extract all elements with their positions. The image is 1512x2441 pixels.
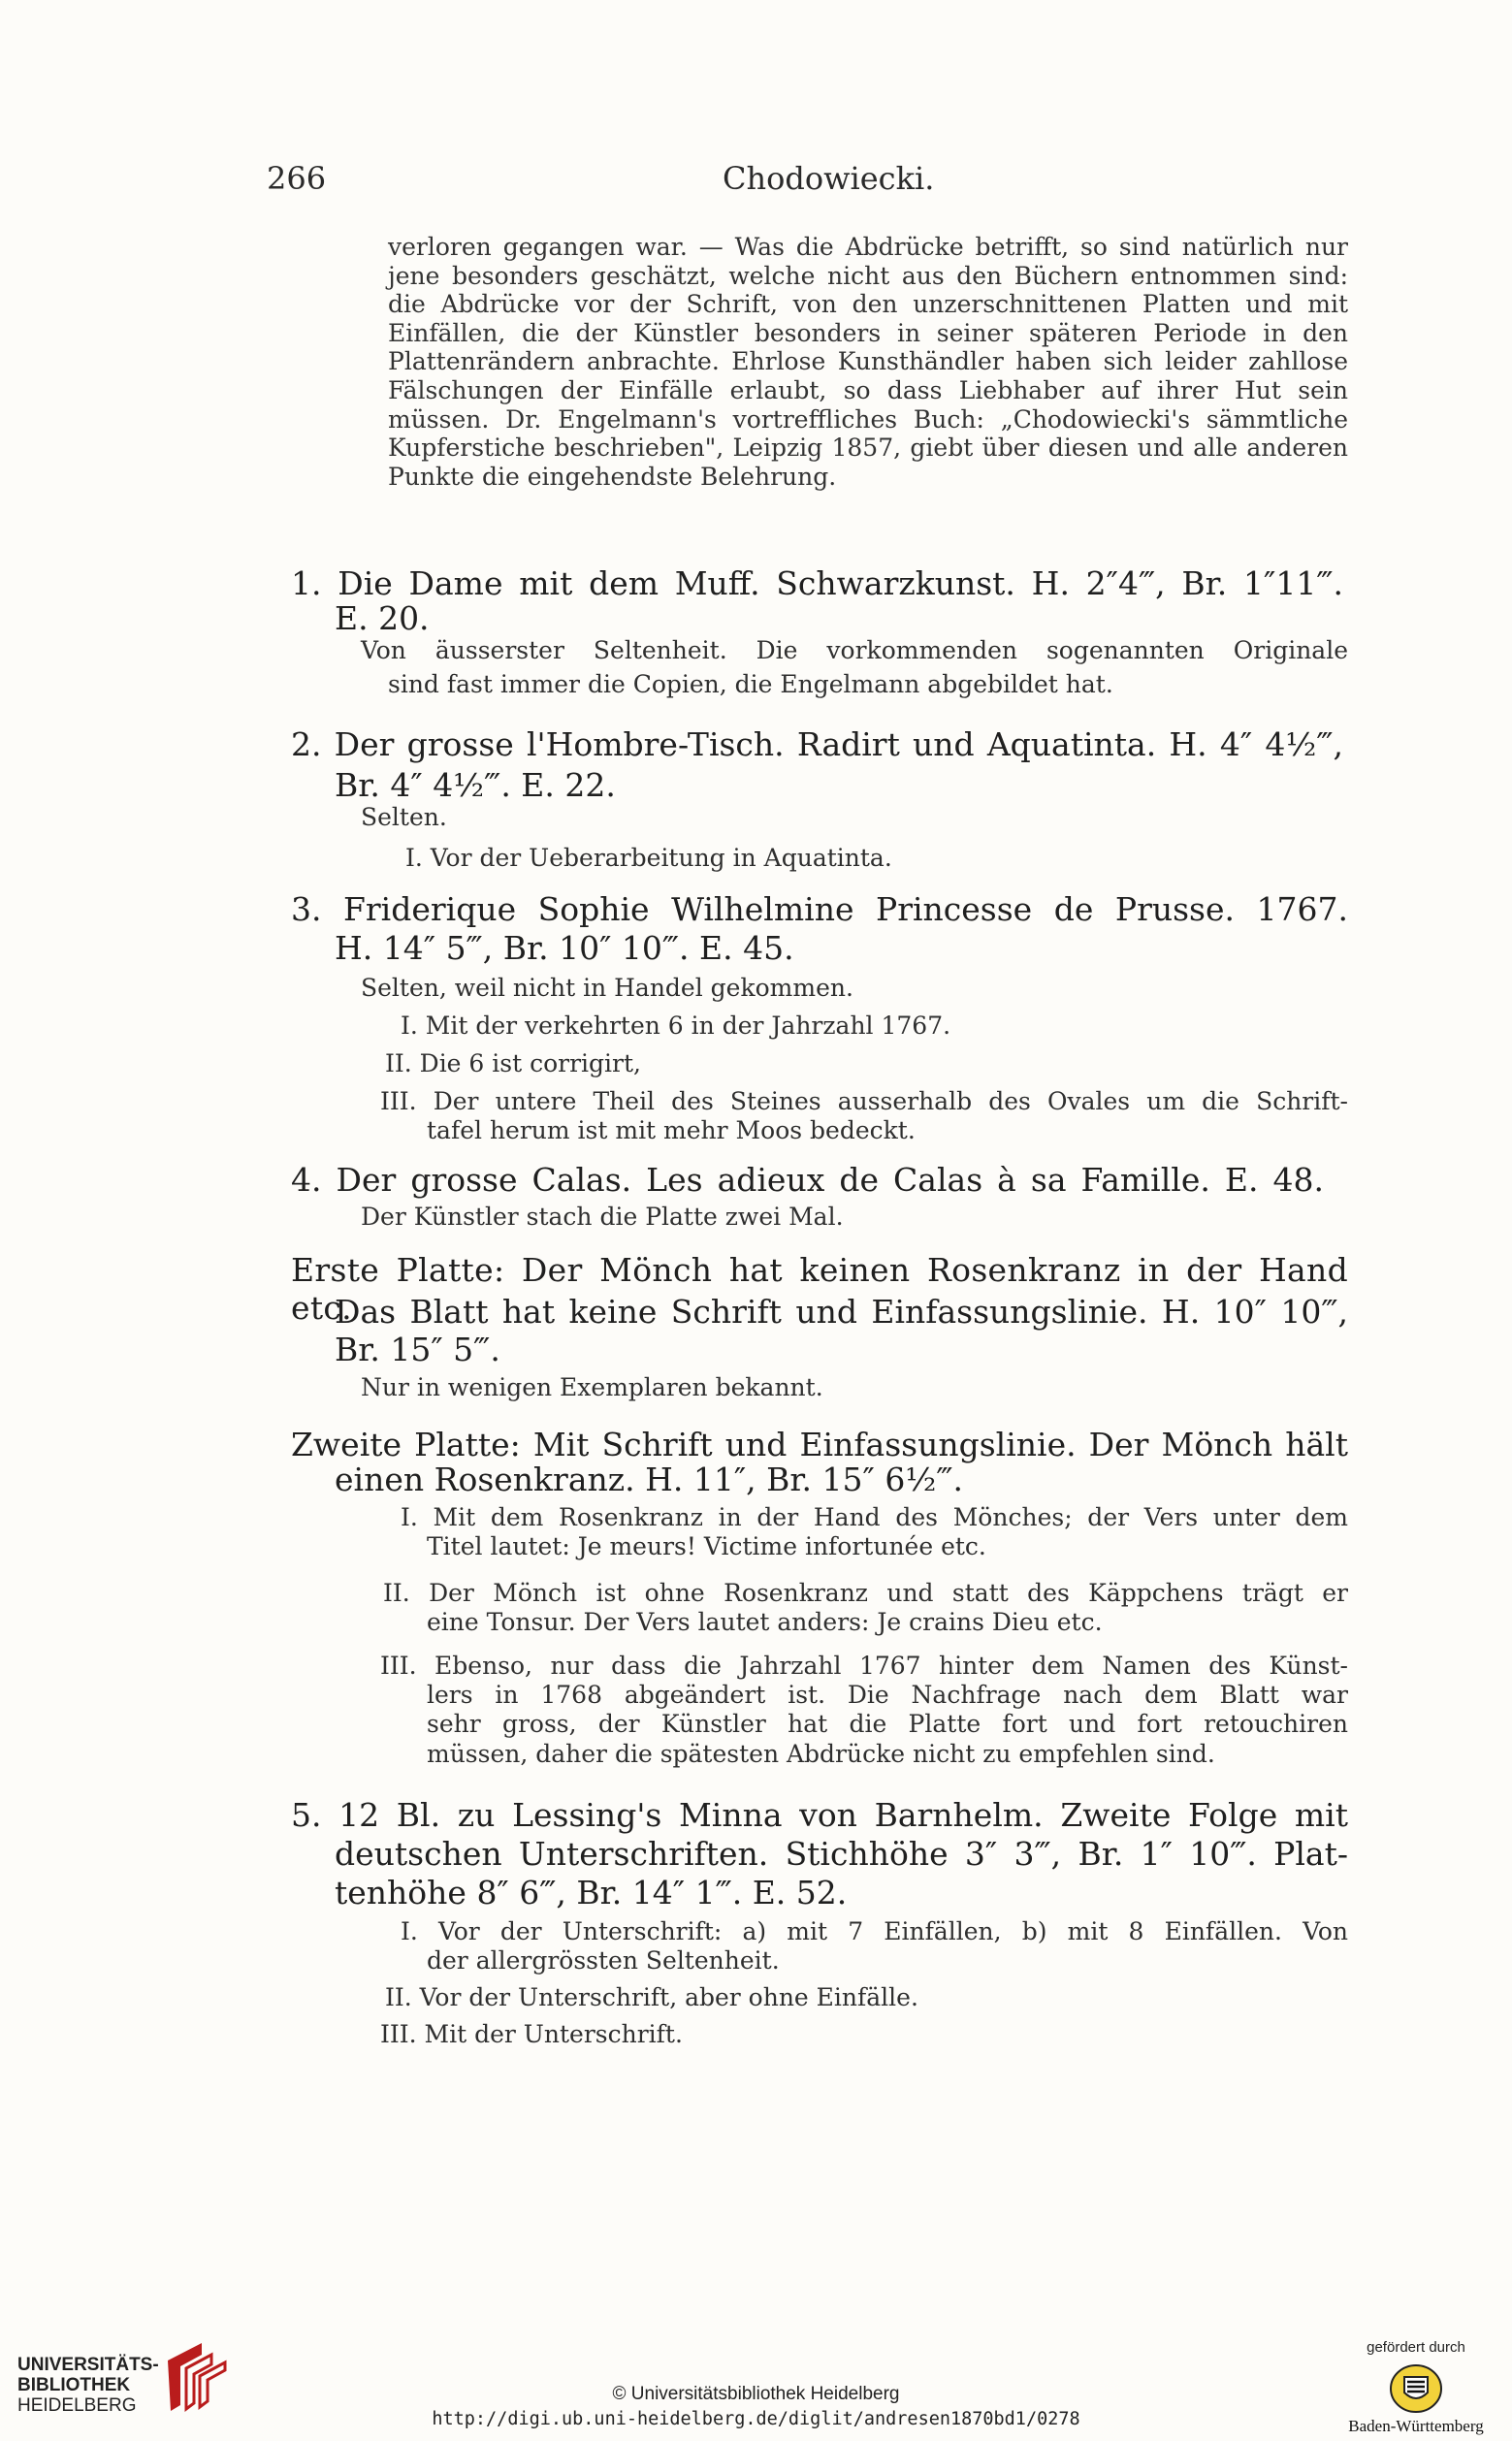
entry-5-title: 5. 12 Bl. zu Lessing's Minna von Barnhelm. Zweite Folge mit xyxy=(291,1796,1348,1834)
entry-3-state-3-cont: tafel herum ist mit mehr Moos bedeckt. xyxy=(427,1116,916,1144)
second-plate-state-1: I. Mit dem Rosenkranz in der Hand des Mönches; der Vers unter dem xyxy=(401,1503,1348,1531)
entry-3-title: 3. Friderique Sophie Wilhelmine Princesse de Prusse. 1767. xyxy=(291,890,1348,928)
state-coat-of-arms-icon xyxy=(1389,2363,1443,2414)
entry-5-state-1-cont: der allergrössten Seltenheit. xyxy=(427,1946,780,1975)
entry-3-dimensions: H. 14″ 5‴, Br. 10″ 10‴. E. 45. xyxy=(335,929,794,967)
second-plate-state-3-line-2: lers in 1768 abgeändert ist. Die Nachfrage nach dem Blatt war xyxy=(427,1681,1348,1709)
page-number: 266 xyxy=(267,160,327,197)
entry-1-title: 1. Die Dame mit dem Muff. Schwarzkunst. H. 2″4‴, Br. 1″11‴. xyxy=(291,564,1343,602)
sponsor-name: Baden-Württemberg xyxy=(1348,2417,1484,2435)
first-plate-dimensions: Br. 15″ 5‴. xyxy=(335,1331,500,1368)
permalink-url[interactable]: http://digi.ub.uni-heidelberg.de/diglit/andresen1870bd1/0278 xyxy=(432,2409,1080,2429)
entry-3-state-3: III. Der untere Theil des Steines ausserhalb des Ovales um die Schrift- xyxy=(380,1087,1348,1115)
second-plate-state-3-line-4: müssen, daher die spätesten Abdrücke nicht zu empfehlen sind. xyxy=(427,1740,1215,1768)
entry-5-state-2: II. Vor der Unterschrift, aber ohne Einfälle. xyxy=(385,1983,918,2011)
entry-3-rarity: Selten, weil nicht in Handel gekommen. xyxy=(361,974,853,1002)
second-plate-state-2-cont: eine Tonsur. Der Vers lautet anders: Je crains Dieu etc. xyxy=(427,1608,1103,1636)
entry-5-state-3: III. Mit der Unterschrift. xyxy=(380,2020,683,2048)
entry-1-note: Von äusserster Seltenheit. Die vorkommenden sogenannten Originale xyxy=(361,636,1348,664)
entry-3-state-2: II. Die 6 ist corrigirt, xyxy=(385,1049,641,1077)
first-plate-description: Das Blatt hat keine Schrift und Einfassungslinie. H. 10″ 10‴, xyxy=(335,1293,1348,1331)
entry-1-note-cont: sind fast immer die Copien, die Engelmann abgebildet hat. xyxy=(388,670,1113,698)
entry-2-title: 2. Der grosse l'Hombre-Tisch. Radirt und Aquatinta. H. 4″ 4½‴, xyxy=(291,725,1343,763)
entry-2-state-1: I. Vor der Ueberarbeitung in Aquatinta. xyxy=(405,844,892,872)
running-title: Chodowiecki. xyxy=(723,160,935,197)
sponsor-label: gefördert durch xyxy=(1367,2339,1465,2356)
library-name: UNIVERSITÄTS- BIBLIOTHEK HEIDELBERG xyxy=(17,2355,159,2416)
entry-1-number: E. 20. xyxy=(335,599,430,637)
library-emblem-icon xyxy=(163,2341,231,2419)
entry-4-title: 4. Der grosse Calas. Les adieux de Calas à sa Famille. E. 48. xyxy=(291,1161,1324,1199)
entry-2-rarity: Selten. xyxy=(361,803,447,831)
entry-2-dimensions: Br. 4″ 4½‴. E. 22. xyxy=(335,766,616,804)
first-plate-heading: Erste Platte: Der Mönch hat keinen Rosenkranz in der Hand etc. xyxy=(291,1251,1348,1327)
first-plate-note: Nur in wenigen Exemplaren bekannt. xyxy=(361,1373,823,1401)
second-plate-state-3: III. Ebenso, nur dass die Jahrzahl 1767 hinter dem Namen des Künst- xyxy=(380,1652,1348,1680)
second-plate-description: einen Rosenkranz. H. 11″, Br. 15″ 6½‴. xyxy=(335,1461,963,1498)
entry-5-title-line-3: tenhöhe 8″ 6‴, Br. 14″ 1‴. E. 52. xyxy=(335,1874,848,1911)
copyright-notice: © Universitätsbibliothek Heidelberg xyxy=(612,2384,900,2404)
intro-paragraph: verloren gegangen war. — Was die Abdrücke betrifft, so sind natürlich nur jene besonders geschätzt, welche nicht aus den Büchern entnommen sind: die Abdrücke vor der Schrift, von den unzerschnittenen Platten und mit Einfällen, die der Künstler besonders in seiner späteren Periode in den Plattenrändern anbrachte. Ehrlose Kunsthändler haben sich leider zahllose Fälschungen der Einfälle erlaubt, so dass Liebhaber auf ihrer Hut sein müssen. Dr. Engelmann's vortreffliches Buch: „Chodowiecki's sämmtliche Kupferstiche beschrieben", Leipzig 1857, giebt über diesen und alle anderen Punkte die eingehendste Belehrung. xyxy=(388,233,1348,491)
entry-5-state-1: I. Vor der Unterschrift: a) mit 7 Einfällen, b) mit 8 Einfällen. Von xyxy=(401,1917,1348,1945)
second-plate-state-1-cont: Titel lautet: Je meurs! Victime infortunée etc. xyxy=(427,1532,986,1560)
second-plate-heading: Zweite Platte: Mit Schrift und Einfassungslinie. Der Mönch hält xyxy=(291,1426,1348,1463)
entry-4-note: Der Künstler stach die Platte zwei Mal. xyxy=(361,1203,844,1231)
second-plate-state-2: II. Der Mönch ist ohne Rosenkranz und statt des Käppchens trägt er xyxy=(383,1579,1348,1607)
second-plate-state-3-line-3: sehr gross, der Künstler hat die Platte fort und fort retouchiren xyxy=(427,1710,1348,1738)
entry-3-state-1: I. Mit der verkehrten 6 in der Jahrzahl 1767. xyxy=(401,1012,951,1040)
entry-5-title-line-2: deutschen Unterschriften. Stichhöhe 3″ 3‴, Br. 1″ 10‴. Plat- xyxy=(335,1835,1348,1873)
